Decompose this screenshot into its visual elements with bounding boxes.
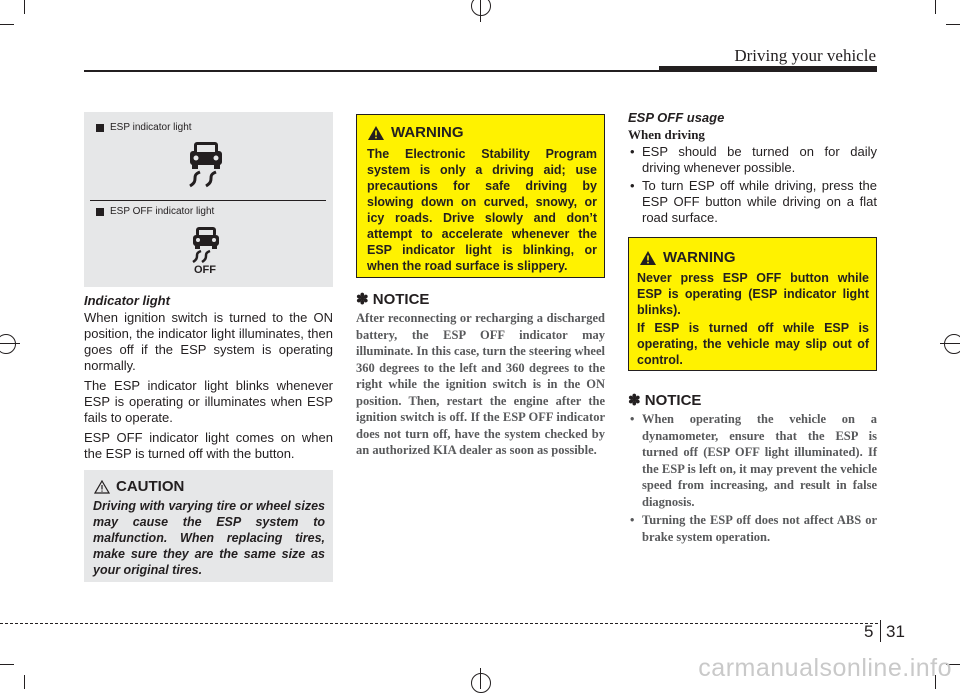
paragraph: If ESP is turned off while ESP is operating, the vehicle may slip out of control. [637,321,869,367]
crop-mark [0,664,14,665]
registration-mark [944,334,960,354]
footer-rule [0,623,878,624]
warning-title: WARNING [639,249,736,266]
indicator-body [84,310,333,466]
page-number: 31 [886,622,905,641]
crop-mark [946,24,960,25]
caution-triangle-icon [94,480,110,494]
indicator-figure [84,112,333,287]
list-item: • When operating the vehicle on a dynamometer, ensure that the ESP is turned off (ESP OFF light illuminated). If the ESP is left on, it may prevent the vehicle speed from increasing, and result in false diagnosis. [628,411,877,510]
crop-mark [480,668,481,689]
warning-text: The Electronic Stability Program system is only a driving aid; use precautions for safe driving by slowing down on curved, snowy, or icy roads. Drive slowly and don’t attempt to accelerate whenever the ESP indicator light is blinking, or when the road surface is slippery. [367,147,597,273]
crop-mark [0,343,20,344]
paragraph: The ESP indicator light blinks whenever ESP is operating or illuminates when ESP fails to operate. [84,378,333,425]
header-accent [659,66,877,71]
warning-title: WARNING [367,124,464,141]
crop-mark [0,24,14,25]
crop-mark [940,343,960,344]
warning-box [356,114,605,278]
crop-mark [480,0,481,22]
square-bullet-icon [96,208,104,216]
registration-mark [471,673,491,693]
when-driving-subheading: When driving [628,127,705,142]
notice-text: After reconnecting or recharging a discharged battery, the ESP OFF indicator may illuminate. In this case, turn the steering wheel 360 degrees to the left and 360 degrees to the right while the ignition switch is in the ON position. Then, restart the engine after the ignition switch is off. If the ESP OFF indicator does not turn off, have the system checked by an authorized KIA dealer as soon as possible. [356,311,605,457]
off-text: OFF [194,264,216,276]
notice-title: ✽ NOTICE [356,291,430,308]
caution-title: CAUTION [94,478,184,495]
warning-triangle-icon [367,125,385,141]
esp-indicator-caption: ESP indicator light [96,122,192,133]
notice-title: ✽ NOTICE [628,392,702,409]
paragraph: When ignition switch is turned to the ON position, the indicator light illuminates, then goes off if the ESP system is operating normally. [84,310,333,373]
caution-box [84,470,333,582]
paragraph: Never press ESP OFF button while ESP is operating (ESP indicator light blinks). [637,271,869,317]
square-bullet-icon [96,124,104,132]
section-title: Driving your vehicle [734,46,876,65]
esp-off-usage-heading: ESP OFF usage [628,110,725,125]
watermark: carmanualsonline.info [698,654,952,682]
indicator-heading: Indicator light [84,293,170,308]
chapter-number: 5 [864,622,874,641]
esp-off-indicator-icon [186,226,226,268]
warning-box [628,237,877,371]
list-item: • To turn ESP off while driving, press the ESP OFF button while driving on a flat road surface. [628,178,877,226]
list-item: • Turning the ESP off does not affect ABS or brake system operation. [628,512,877,545]
notice-list [628,411,877,547]
list-item: • ESP should be turned on for daily driving whenever possible. [628,144,877,176]
warning-triangle-icon [639,250,657,266]
paragraph: ESP OFF indicator light comes on when the ESP is turned off with the button. [84,430,333,461]
esp-indicator-icon [182,140,230,192]
registration-mark [0,334,16,354]
crop-mark [24,0,25,14]
crop-mark [935,0,936,14]
warning-text [637,270,869,368]
figure-divider [90,200,326,201]
esp-off-indicator-caption: ESP OFF indicator light [96,206,214,217]
page-number-divider [880,620,881,642]
registration-mark [471,0,491,16]
crop-mark [24,675,25,689]
esp-off-usage-list [628,144,877,228]
caution-text: Driving with varying tire or wheel sizes may cause the ESP system to malfunction. When replacing tires, make sure they are the same size as your original tires. [93,499,325,577]
